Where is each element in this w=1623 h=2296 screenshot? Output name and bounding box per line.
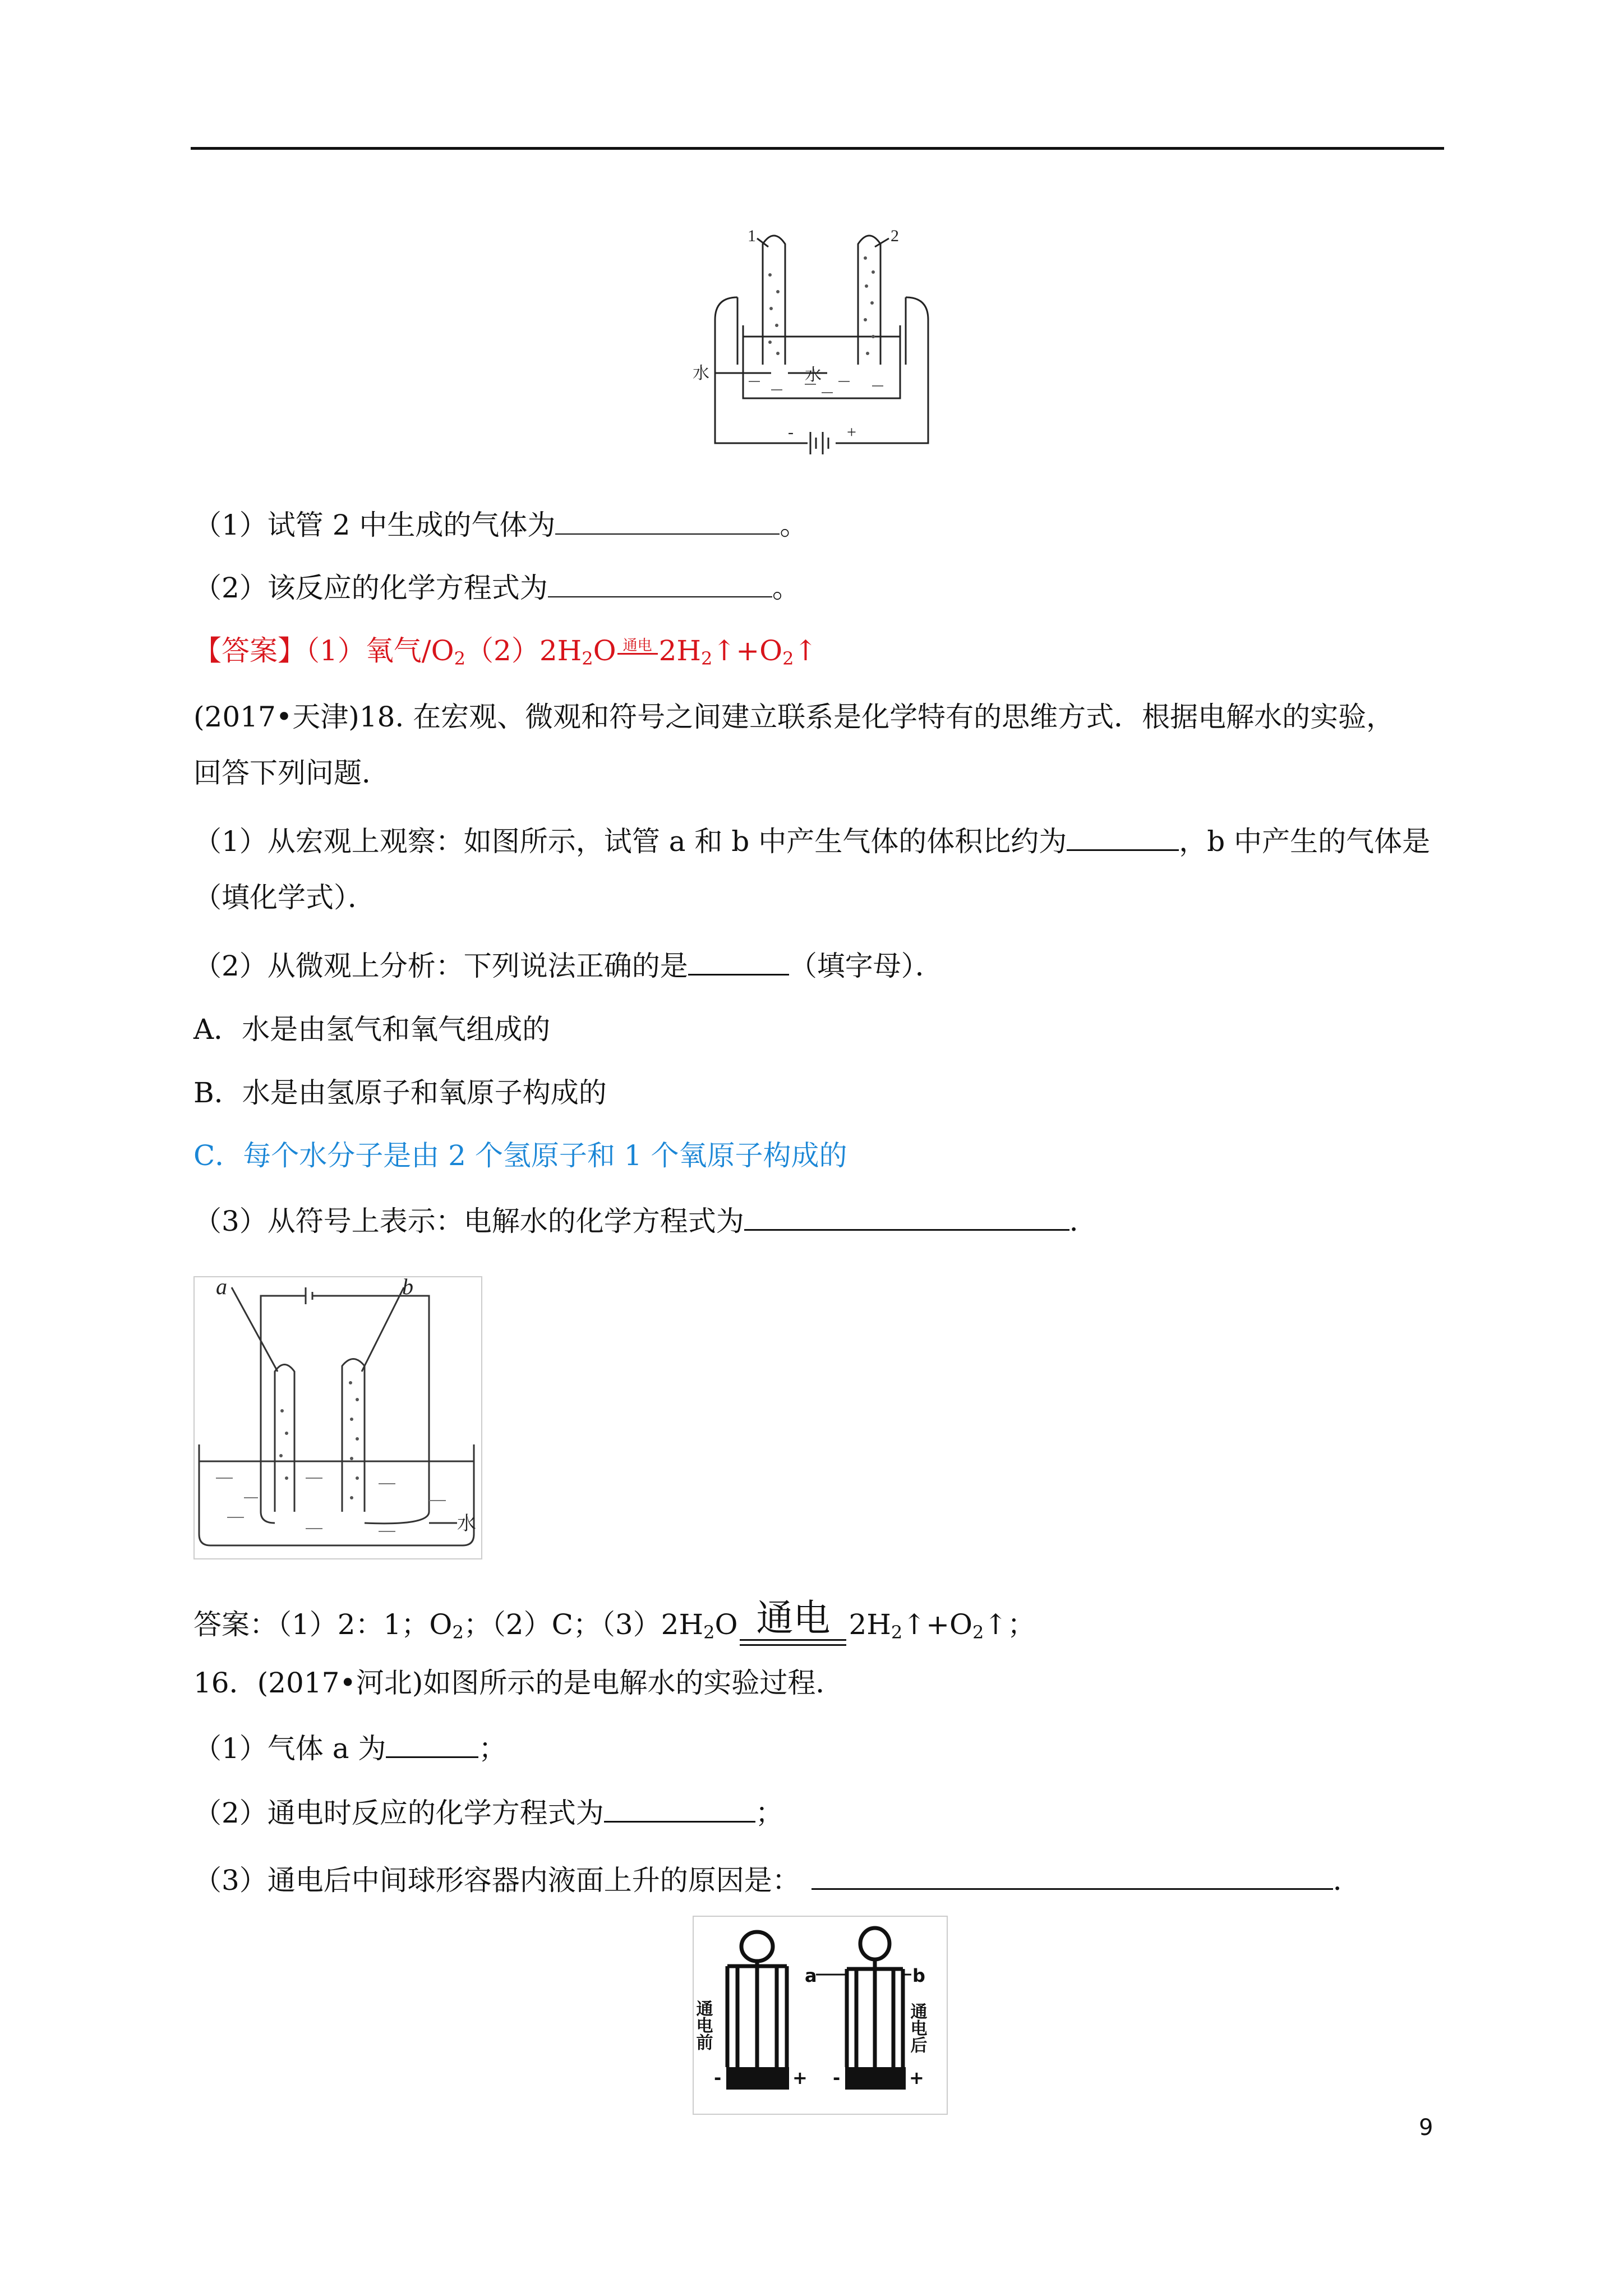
answer-1-end: ↑ (794, 634, 818, 667)
answer-1-sub: 2 (582, 648, 593, 669)
q2-part3-blank[interactable] (744, 1203, 1069, 1231)
q1-part1-blank[interactable] (555, 508, 780, 535)
q2-part1-text: （1）从宏观上观察：如图所示，试管 a 和 b 中产生气体的体积比约为 (193, 825, 1067, 858)
answer-2-sub: 2 (891, 1622, 903, 1643)
q1-part2-text: （2）该反应的化学方程式为 (193, 572, 548, 604)
answer-1-sub: 2 (454, 648, 466, 669)
fig1-label-minus: - (788, 423, 794, 441)
fig1-label-plus: + (847, 423, 856, 441)
answer-2-h: 2H (849, 1608, 891, 1641)
q3-part3 (193, 1862, 1361, 1897)
answer-2-end: ↑； (984, 1608, 1036, 1641)
q3-part2 (193, 1795, 783, 1830)
q2-part3-text: （3）从符号上表示：电解水的化学方程式为 (193, 1205, 744, 1237)
answer-1-sub: 2 (782, 648, 794, 669)
q1-part2 (193, 570, 800, 605)
figure-electrolysis-1 (693, 219, 939, 466)
fig3-label-after: 通电后 (907, 2003, 927, 2053)
option-c: C．每个水分子是由 2 个氢原子和 1 个氧原子构成的 (193, 1139, 847, 1172)
answer-2-equals-bars (740, 1639, 846, 1646)
q3-part2-text: （2）通电时反应的化学方程式为 (193, 1797, 604, 1829)
answer-2-condition-text: 通电 (756, 1596, 831, 1640)
figure-electrolysis-3 (693, 1916, 948, 2115)
header-rule (191, 147, 1444, 150)
answer-2-sub: 2 (703, 1622, 715, 1643)
q3-part3-text: （3）通电后中间球形容器内液面上升的原因是： (193, 1864, 800, 1897)
answer-2-pre: 答案：（1）2：1；O (193, 1608, 453, 1641)
answer-2-sub: 2 (452, 1622, 464, 1643)
answer-2-sub: 2 (972, 1622, 984, 1643)
answer-2-o: O (714, 1608, 738, 1641)
fig1-label-1: 1 (748, 227, 756, 245)
q2-part1 (193, 823, 1430, 858)
fig2-label-b: b (402, 1274, 413, 1299)
fig3-label-a: a (805, 1965, 817, 1986)
q1-part2-end: 。 (772, 572, 800, 604)
fig3-label-plus-right: + (909, 2067, 924, 2088)
fig1-label-water-left: 水 (693, 364, 709, 383)
answer-1 (193, 634, 817, 675)
q2-part2-end: （填字母）． (789, 950, 943, 982)
answer-2-mid: ；（2）C；（3）2H (463, 1608, 704, 1641)
fig3-label-minus-right: - (833, 2067, 841, 2088)
q1-part1-text: （1）试管 2 中生成的气体为 (193, 509, 556, 541)
q2-part1-blank-ratio[interactable] (1067, 823, 1179, 851)
q3-part3-blank[interactable] (811, 1862, 1333, 1890)
fig1-label-2: 2 (891, 227, 899, 245)
q1-part2-blank[interactable] (548, 570, 772, 597)
q2-part1-mid: ，b 中产生的气体是 (1179, 825, 1431, 858)
q3-intro: 16．(2017•河北)如图所示的是电解水的实验过程． (193, 1667, 844, 1699)
fig2-label-a: a (216, 1274, 227, 1299)
answer-1-bracket: 【答案】 (193, 634, 306, 667)
q3-part1 (193, 1731, 506, 1765)
q2-part3 (193, 1203, 1098, 1238)
answer-1-o: O (593, 634, 616, 667)
answer-1-condition: 通电 (617, 638, 658, 655)
q3-part1-text: （1）气体 a 为 (193, 1732, 386, 1765)
q3-part3-end: ． (1332, 1864, 1361, 1897)
q2-part2-text: （2）从微观上分析：下列说法正确的是 (193, 950, 688, 982)
option-a: A．水是由氢气和氧气组成的 (193, 1013, 551, 1046)
fig2-label-water: 水 (457, 1513, 476, 1534)
q1-part1-end: 。 (780, 509, 808, 541)
q2-part2 (193, 948, 943, 983)
answer-1-part2: （2）2H (465, 634, 582, 667)
answer-1-sub: 2 (701, 648, 713, 669)
answer-1-h: 2H (658, 634, 702, 667)
fig3-label-before: 通电前 (693, 2000, 713, 2050)
q3-part2-end: ； (755, 1797, 783, 1829)
q3-part2-blank[interactable] (604, 1795, 755, 1823)
fig3-label-plus-left: + (792, 2067, 808, 2088)
q2-part3-end: ． (1069, 1205, 1098, 1237)
answer-1-rest: ↑+O (712, 634, 783, 667)
q2-part1-tail: （填化学式）． (193, 881, 376, 914)
q2-intro-a: (2017•天津)18. 在宏观、微观和符号之间建立联系是化学特有的思维方式．根据电解水的实验， (193, 701, 1395, 733)
answer-1-part1: （1）氧气/O (306, 634, 454, 667)
q3-part1-blank[interactable] (386, 1731, 478, 1758)
fig3-label-minus-left: - (714, 2067, 722, 2088)
q2-part2-blank[interactable] (688, 948, 789, 976)
fig3-label-b: b (912, 1965, 925, 1986)
figure-electrolysis-2 (193, 1276, 482, 1559)
answer-2-condition (740, 1598, 846, 1646)
q1-part1 (193, 508, 808, 542)
q2-intro-b: 回答下列问题． (193, 757, 390, 789)
fig1-label-water-center: 水 (805, 366, 822, 384)
option-b: B．水是由氢原子和氧原子构成的 (193, 1076, 607, 1109)
q3-part1-end: ； (478, 1732, 507, 1765)
answer-2 (193, 1598, 1035, 1649)
page-number: 9 (1419, 2115, 1433, 2141)
answer-2-rest: ↑+O (902, 1608, 973, 1641)
